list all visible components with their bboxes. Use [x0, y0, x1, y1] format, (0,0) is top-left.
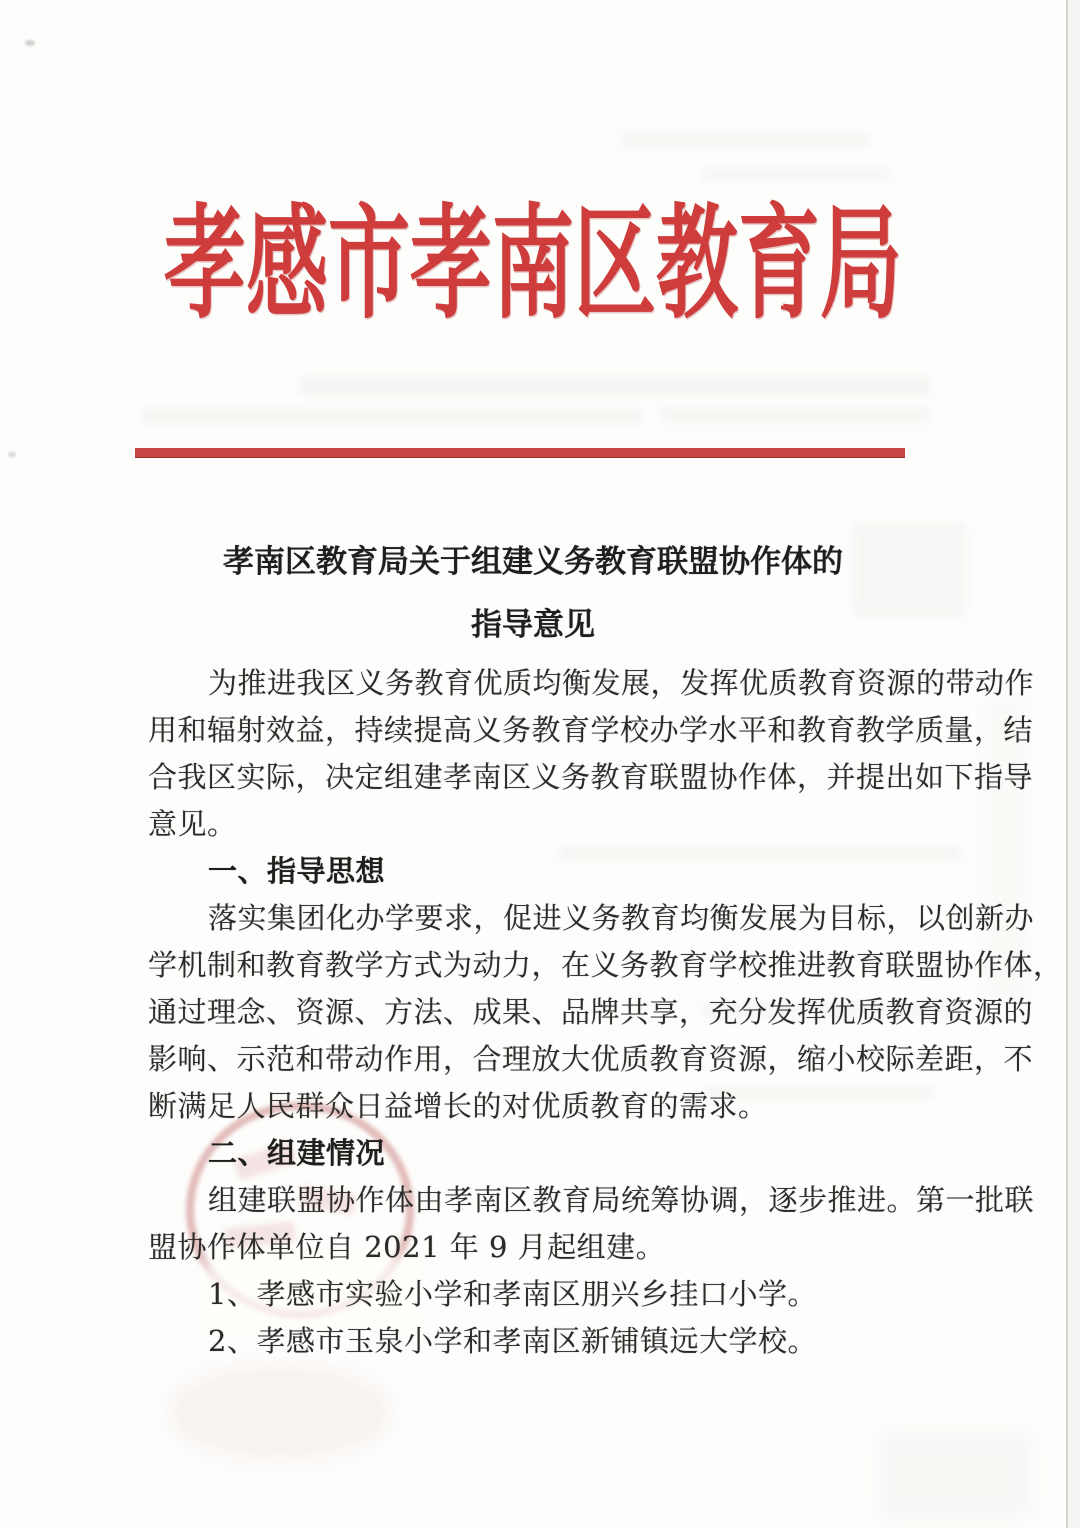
document-title-line2: 指导意见: [471, 607, 595, 643]
body-line: 意见。: [148, 807, 237, 841]
body-line: 组建联盟协作体由孝南区教育局统筹协调，逐步推进。第一批联: [208, 1183, 1035, 1217]
document-title-line1: 孝南区教育局关于组建义务教育联盟协作体的: [223, 544, 843, 580]
bleedthrough-artifact: [660, 407, 930, 423]
body-line: 断满足人民群众日益增长的对优质教育的需求。: [148, 1089, 768, 1123]
body-line: 通过理念、资源、方法、成果、品牌共享，充分发挥优质教育资源的: [148, 995, 1034, 1029]
bleedthrough-artifact: [300, 377, 930, 395]
letterhead-rule: [135, 448, 905, 458]
scan-speck: [25, 40, 35, 46]
list-item: 1、孝感市实验小学和孝南区朋兴乡挂口小学。: [208, 1277, 817, 1311]
body-line: 合我区实际，决定组建孝南区义务教育联盟协作体，并提出如下指导: [148, 760, 1034, 794]
body-line: 影响、示范和带动作用，合理放大优质教育资源，缩小校际差距，不: [148, 1042, 1034, 1076]
body-line: 盟协作体单位自 2021 年 9 月起组建。: [148, 1230, 666, 1264]
letterhead-title: [0, 192, 1066, 336]
section-heading: 二、组建情况: [208, 1136, 386, 1170]
official-seal-smudge: [170, 1365, 390, 1460]
scan-smudge: [880, 1435, 1030, 1515]
list-item: 2、孝感市玉泉小学和孝南区新铺镇远大学校。: [208, 1324, 817, 1358]
body-line: 落实集团化办学要求，促进义务教育均衡发展为目标，以创新办: [208, 901, 1035, 935]
body-line: 用和辐射效益，持续提高义务教育学校办学水平和教育教学质量，结: [148, 713, 1034, 747]
page-edge-area: [1068, 0, 1080, 1528]
body-line: 为推进我区义务教育优质均衡发展，发挥优质教育资源的带动作: [208, 666, 1035, 700]
document-body: [148, 660, 1063, 1365]
scan-speck: [8, 452, 16, 457]
letterhead-title-text: 孝感市孝南区教育局: [163, 192, 902, 336]
section-heading: 一、指导思想: [208, 854, 386, 888]
body-line: 学机制和教育教学方式为动力，在义务教育学校推进教育联盟协作体，: [148, 948, 1063, 982]
bleedthrough-artifact: [620, 132, 870, 148]
bleedthrough-artifact: [142, 408, 642, 424]
